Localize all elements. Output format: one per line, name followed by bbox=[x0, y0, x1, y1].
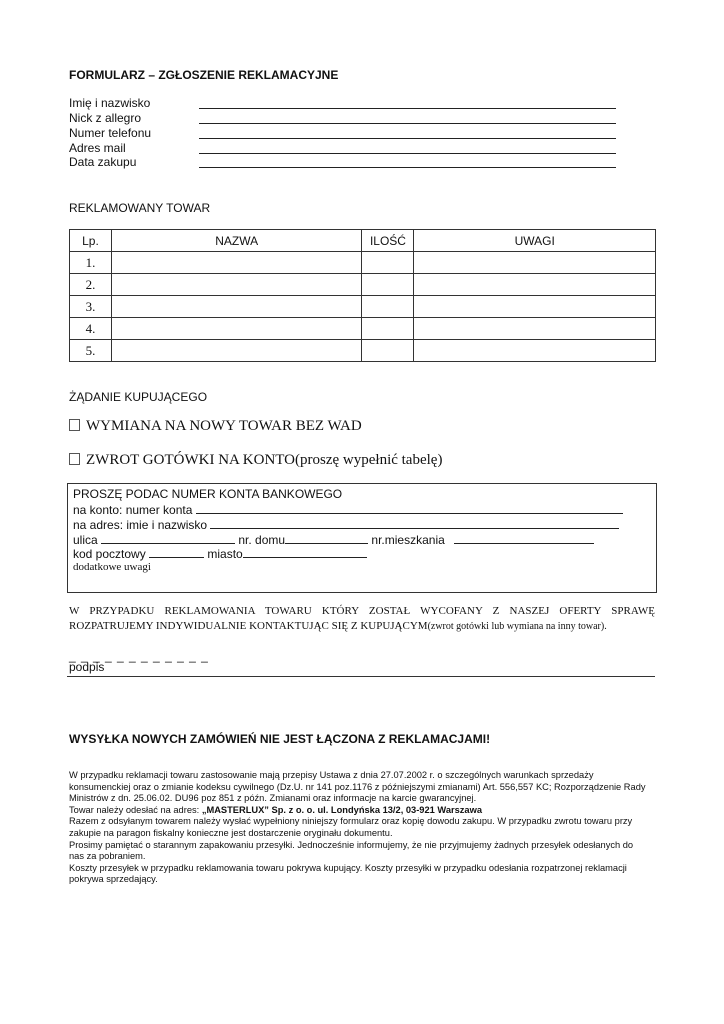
row-number: 5. bbox=[70, 340, 112, 362]
option-exchange[interactable] bbox=[69, 418, 362, 435]
footer-address: „MASTERLUX” Sp. z o. o. ul. Londyńska 13/2, 03-921 Warszawa bbox=[201, 804, 482, 815]
city-field[interactable] bbox=[243, 546, 367, 558]
signature-label: podpis bbox=[69, 660, 105, 674]
legal-footer bbox=[69, 770, 649, 886]
city-label: miasto bbox=[207, 547, 243, 561]
column-header-notes: UWAGI bbox=[414, 230, 656, 252]
cell-quantity[interactable] bbox=[362, 274, 414, 296]
table-row bbox=[70, 296, 656, 318]
field-label-email: Adres mail bbox=[69, 141, 126, 155]
house-number-field[interactable] bbox=[285, 532, 368, 544]
bank-heading: PROSZĘ PODAC NUMER KONTA BANKOWEGO bbox=[73, 487, 343, 501]
street-label: ulica bbox=[73, 533, 98, 547]
shipping-warning: WYSYŁKA NOWYCH ZAMÓWIEŃ NIE JEST ŁĄCZONA Z REKLAMACJAMI! bbox=[69, 732, 491, 746]
table-row bbox=[70, 340, 656, 362]
footer-address-line bbox=[69, 805, 649, 817]
postal-code-field[interactable] bbox=[149, 546, 204, 558]
footer-costs: Koszty przesyłek w przypadku reklamowania towaru pokrywa kupujący. Koszty przesyłki w przypadku odesłania rozpatrzonej reklamacji pokrywa sprzedający. bbox=[69, 862, 627, 885]
row-number: 3. bbox=[70, 296, 112, 318]
bank-name-field[interactable] bbox=[210, 517, 619, 529]
field-label-name: Imię i nazwisko bbox=[69, 96, 151, 110]
flat-number-label: nr.mieszkania bbox=[371, 533, 445, 547]
cell-quantity[interactable] bbox=[362, 296, 414, 318]
house-number-label: nr. domu bbox=[238, 533, 286, 547]
bank-street-row bbox=[73, 532, 594, 547]
bank-name-row bbox=[73, 517, 619, 532]
signature-dashes: _ _ _ _ _ _ _ _ _ _ _ _ bbox=[69, 649, 209, 663]
field-label-nick: Nick z allegro bbox=[69, 111, 142, 125]
cell-notes[interactable] bbox=[414, 296, 656, 318]
cell-name[interactable] bbox=[111, 296, 362, 318]
footer-address-prefix: Towar należy odesłać na adres: bbox=[69, 804, 202, 815]
checkbox-icon[interactable] bbox=[69, 453, 80, 465]
option-refund[interactable] bbox=[69, 452, 442, 469]
cell-notes[interactable] bbox=[414, 318, 656, 340]
table-row bbox=[70, 318, 656, 340]
row-number: 1. bbox=[70, 252, 112, 274]
street-field[interactable] bbox=[101, 532, 235, 544]
field-line-purchase-date[interactable] bbox=[199, 167, 616, 168]
row-number: 2. bbox=[70, 274, 112, 296]
column-header-name: NAZWA bbox=[111, 230, 362, 252]
bank-account-label: na konto: numer konta bbox=[73, 503, 193, 517]
notice-small: (zwrot gotówki lub wymiana na inny towar). bbox=[427, 621, 607, 632]
field-line-nick[interactable] bbox=[199, 123, 616, 124]
goods-heading: REKLAMOWANY TOWAR bbox=[69, 201, 211, 215]
field-label-purchase-date: Data zakupu bbox=[69, 155, 137, 169]
field-label-phone: Numer telefonu bbox=[69, 126, 152, 140]
signature-line bbox=[67, 676, 655, 677]
form-title: FORMULARZ – ZGŁOSZENIE REKLAMACYJNE bbox=[69, 68, 339, 82]
flat-number-field[interactable] bbox=[454, 532, 594, 544]
cell-name[interactable] bbox=[111, 252, 362, 274]
column-header-quantity: ILOŚĆ bbox=[362, 230, 414, 252]
goods-table bbox=[69, 229, 656, 362]
bank-city-row bbox=[73, 546, 367, 561]
cell-notes[interactable] bbox=[414, 252, 656, 274]
cell-name[interactable] bbox=[111, 340, 362, 362]
option-refund-note: (proszę wypełnić tabelę) bbox=[295, 452, 443, 468]
extra-notes-label: dodatkowe uwagi bbox=[73, 561, 151, 573]
notice-main: W PRZYPADKU REKLAMOWANIA TOWARU KTÓRY ZOSTAŁ WYCOFANY Z NASZEJ OFERTY SPRAWĘ ROZPATRUJEMY INDYWIDUALNIE KONTAKTUJĄC SIĘ Z KUPUJĄCYM bbox=[69, 605, 655, 632]
cell-name[interactable] bbox=[111, 318, 362, 340]
request-heading: ŻĄDANIE KUPUJĄCEGO bbox=[69, 390, 208, 404]
row-number: 4. bbox=[70, 318, 112, 340]
withdrawn-product-notice bbox=[69, 604, 655, 634]
cell-name[interactable] bbox=[111, 274, 362, 296]
cell-quantity[interactable] bbox=[362, 340, 414, 362]
cell-quantity[interactable] bbox=[362, 252, 414, 274]
field-line-phone[interactable] bbox=[199, 138, 616, 139]
cell-notes[interactable] bbox=[414, 274, 656, 296]
footer-legal-basis: W przypadku reklamacji towaru zastosowanie mają przepisy Ustawa z dnia 27.07.2002 r. o szczególnych warunkach sprzedaży konsumenckiej oraz o zmianie kodeksu cywilnego (Dz.U. nr 141 poz.1176 z późniejszymi zmianami) Art. 556,557 KC; Rozporządzenie Rady Ministrów z dn. 25.06.02. DU96 poz 851 z późn. Zmianami oraz informacje na karcie gwarancyjnej. bbox=[69, 770, 646, 804]
checkbox-icon[interactable] bbox=[69, 419, 80, 431]
table-header-row bbox=[70, 230, 656, 252]
cell-notes[interactable] bbox=[414, 340, 656, 362]
cell-quantity[interactable] bbox=[362, 318, 414, 340]
bank-account-field[interactable] bbox=[196, 502, 623, 514]
bank-name-label: na adres: imie i nazwisko bbox=[73, 518, 208, 532]
table-row bbox=[70, 274, 656, 296]
field-line-name[interactable] bbox=[199, 108, 616, 109]
table-row bbox=[70, 252, 656, 274]
footer-documents: Razem z odsyłanym towarem należy wysłać wypełniony niniejszy formularz oraz kopię dowodu zakupu. W przypadku zwrotu towaru przy zakupie na paragon fiskalny konieczne jest dostarczenie oryginału dokumentu. bbox=[69, 816, 633, 838]
option-exchange-label: WYMIANA NA NOWY TOWAR BEZ WAD bbox=[86, 418, 362, 434]
bank-account-row bbox=[73, 502, 623, 517]
option-refund-label: ZWROT GOTÓWKI NA KONTO bbox=[86, 452, 296, 468]
column-header-lp: Lp. bbox=[70, 230, 112, 252]
postal-code-label: kod pocztowy bbox=[73, 547, 146, 561]
footer-packaging: Prosimy pamiętać o starannym zapakowaniu przesyłki. Jednocześnie informujemy, że nie przyjmujemy żadnych przesyłek odesłanych do nas za pobraniem. bbox=[69, 839, 634, 862]
field-line-email[interactable] bbox=[199, 153, 616, 154]
